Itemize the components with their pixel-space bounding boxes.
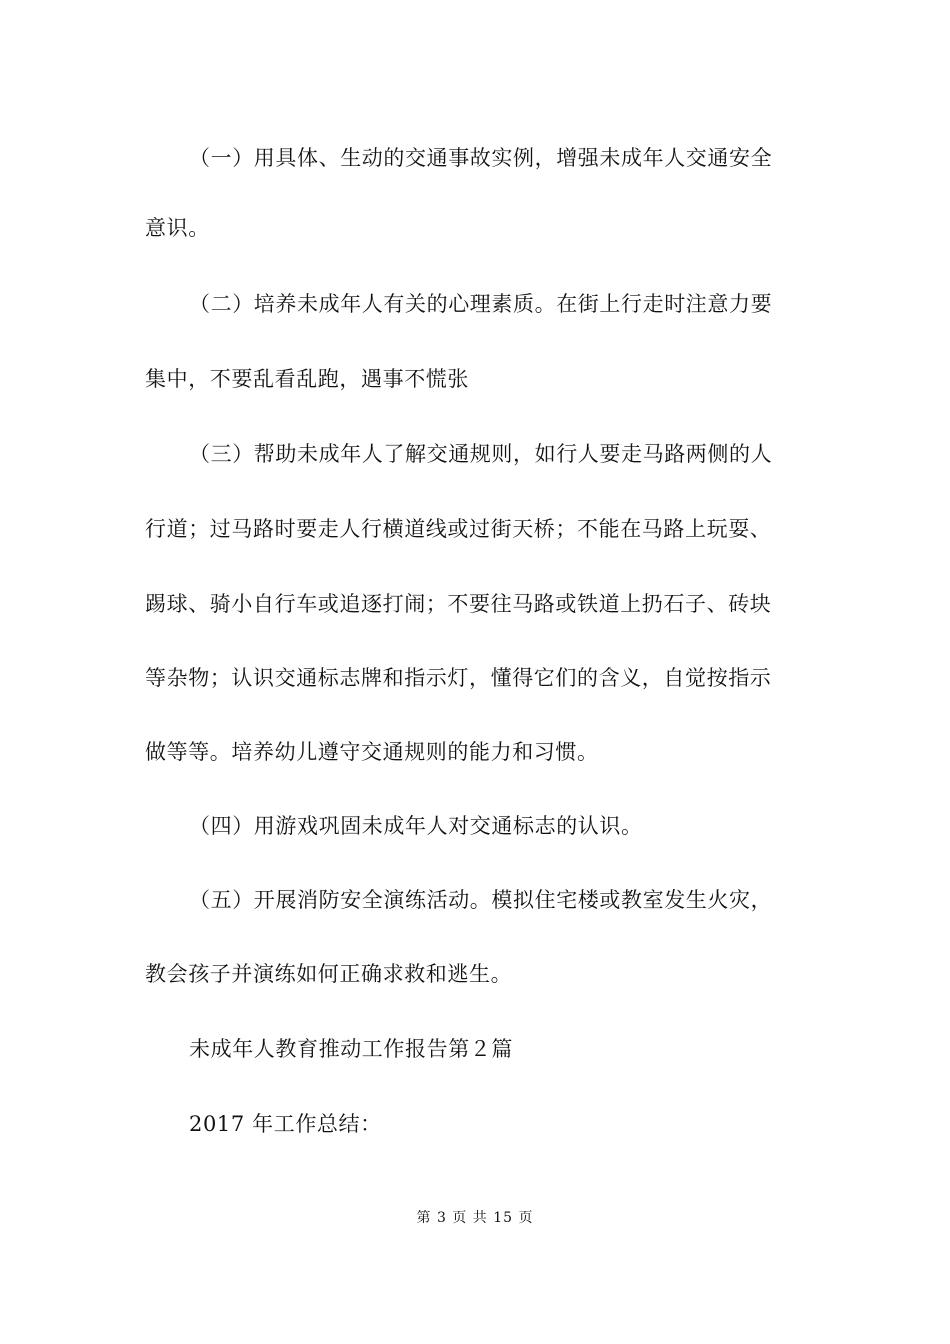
- page-number: 第 3 页 共 15 页: [416, 1210, 534, 1226]
- paragraph-1-line-2: 意识。: [145, 216, 210, 240]
- paragraph-5-line-2: 教会孩子并演练如何正确求救和逃生。: [145, 962, 513, 986]
- summary-heading: 2017 年工作总结：: [189, 1112, 382, 1136]
- paragraph-3-line-3: 踢球、骑小自行车或追逐打闹；不要往马路或铁道上扔石子、砖块: [145, 592, 772, 616]
- paragraph-3-line-1: （三）帮助未成年人了解交通规则，如行人要走马路两侧的人: [189, 442, 773, 466]
- paragraph-3-line-5: 做等等。培养幼儿遵守交通规则的能力和习惯。: [145, 740, 599, 764]
- paragraph-5-line-1: （五）开展消防安全演练活动。模拟住宅楼或教室发生火灾，: [189, 888, 773, 912]
- paragraph-4-line-1: （四）用游戏巩固未成年人对交通标志的认识。: [189, 814, 643, 838]
- paragraph-2-line-1: （二）培养未成年人有关的心理素质。在街上行走时注意力要: [189, 292, 773, 316]
- paragraph-2-line-2: 集中，不要乱看乱跑，遇事不慌张: [145, 367, 469, 391]
- section-heading: 未成年人教育推动工作报告第２篇: [189, 1037, 513, 1061]
- paragraph-3-line-2: 行道；过马路时要走人行横道线或过街天桥；不能在马路上玩耍、: [145, 517, 772, 541]
- paragraph-1-line-1: （一）用具体、生动的交通事故实例，增强未成年人交通安全: [189, 146, 773, 170]
- paragraph-3-line-4: 等杂物；认识交通标志牌和指示灯，懂得它们的含义，自觉按指示: [145, 666, 772, 690]
